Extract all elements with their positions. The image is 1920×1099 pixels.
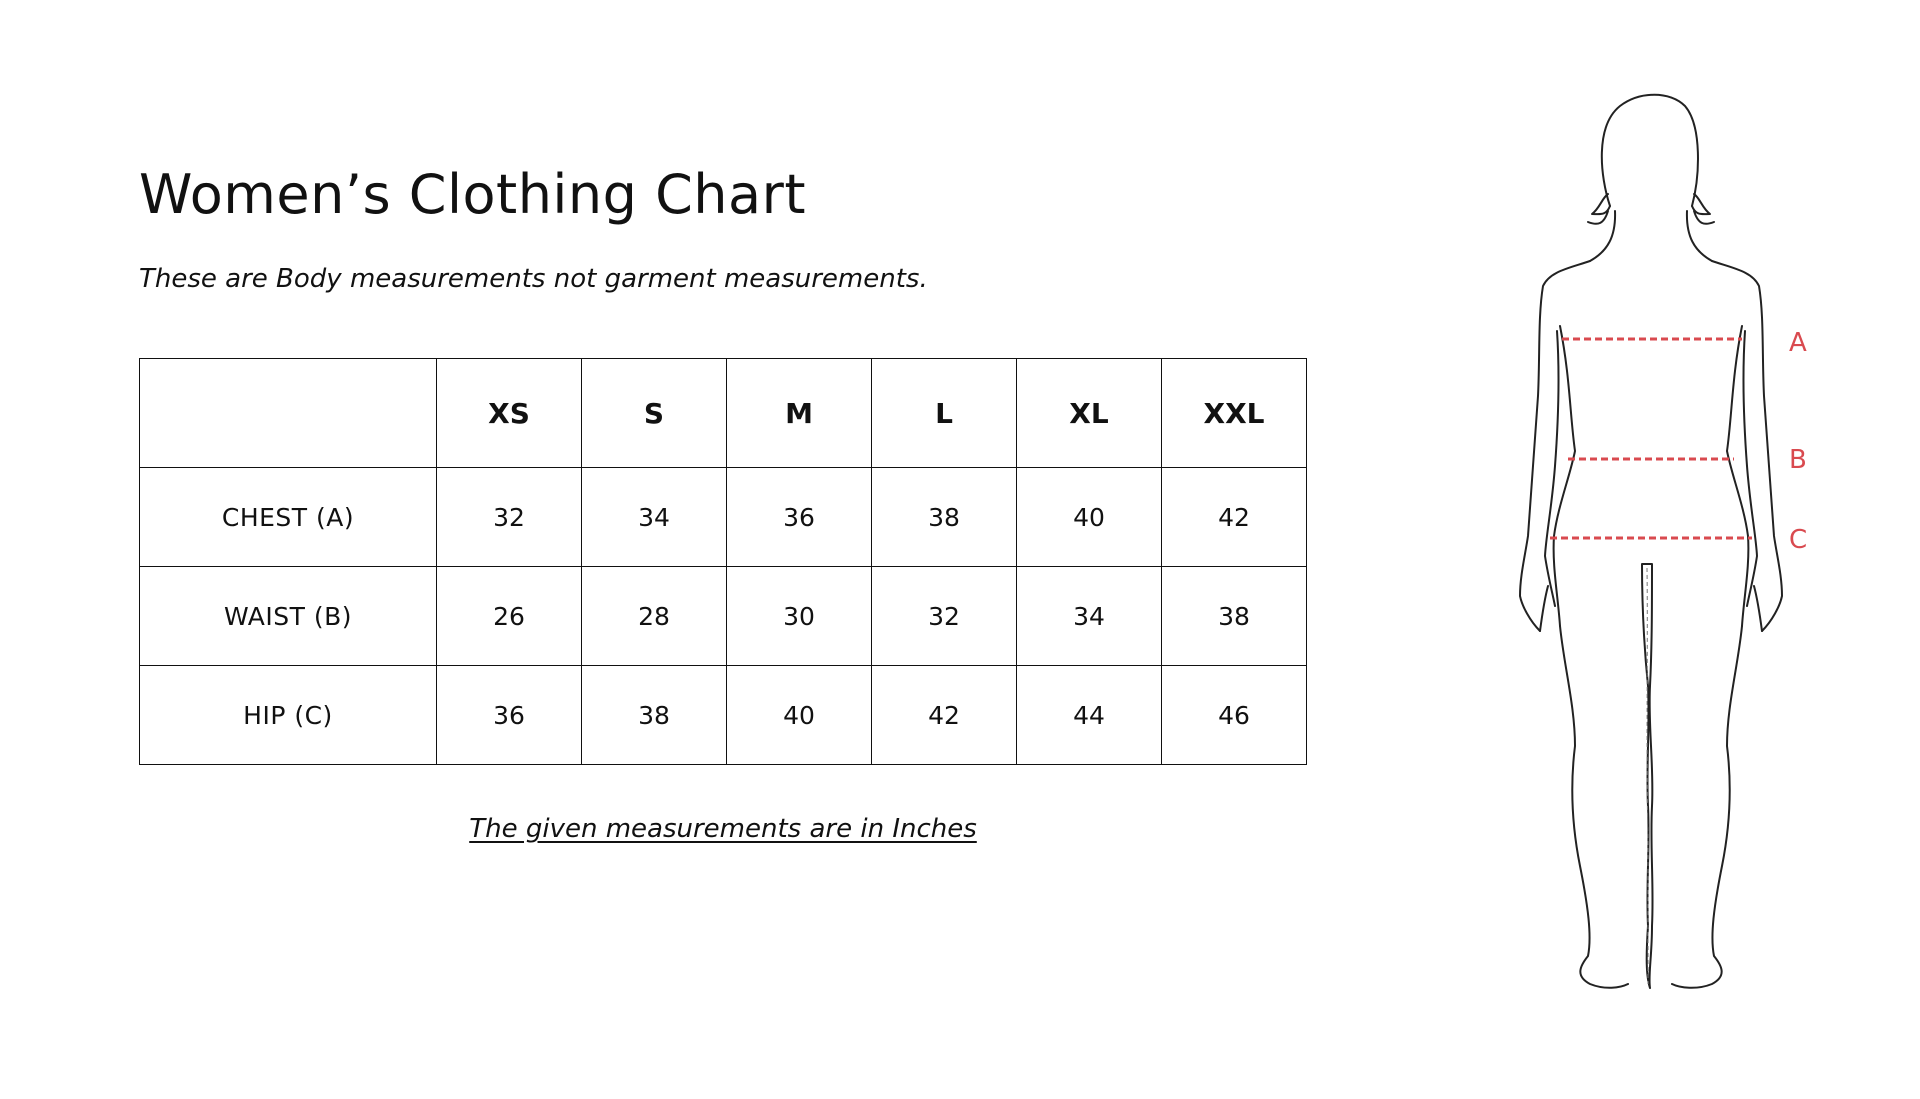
left-leg-outer: [1560, 626, 1628, 988]
neck-right: [1687, 211, 1712, 261]
row-label-waist: WAIST (B): [140, 567, 437, 666]
size-header-xxl: XXL: [1162, 359, 1307, 468]
hip-value-s: 38: [582, 666, 727, 765]
right-leg-outer: [1672, 626, 1742, 988]
body-figure-illustration: [1480, 86, 1820, 1006]
chest-marker-label: A: [1789, 328, 1807, 358]
chest-value-xs: 32: [437, 468, 582, 567]
table-row-chest: [140, 468, 1307, 567]
hip-value-m: 40: [727, 666, 872, 765]
chest-value-xxl: 42: [1162, 468, 1307, 567]
hip-marker-label: C: [1789, 525, 1808, 555]
waist-marker-label: B: [1789, 445, 1807, 475]
size-header-xl: XL: [1017, 359, 1162, 468]
table-row-waist: [140, 567, 1307, 666]
table-row-hip: [140, 666, 1307, 765]
units-note: The given measurements are in Inches: [469, 814, 977, 844]
page-subtitle: These are Body measurements not garment measurements.: [139, 264, 928, 294]
waist-value-m: 30: [727, 567, 872, 666]
waist-value-s: 28: [582, 567, 727, 666]
row-label-chest: CHEST (A): [140, 468, 437, 567]
page-title: Women’s Clothing Chart: [139, 163, 806, 226]
chest-value-s: 34: [582, 468, 727, 567]
neck-left: [1590, 211, 1615, 261]
head-outline: [1602, 95, 1698, 206]
hip-value-xxl: 46: [1162, 666, 1307, 765]
waist-value-l: 32: [872, 567, 1017, 666]
torso-left: [1554, 326, 1575, 626]
torso-right: [1727, 326, 1748, 626]
size-header-s: S: [582, 359, 727, 468]
hip-value-xs: 36: [437, 666, 582, 765]
size-header-xs: XS: [437, 359, 582, 468]
waist-value-xl: 34: [1017, 567, 1162, 666]
waist-value-xs: 26: [437, 567, 582, 666]
waist-value-xxl: 38: [1162, 567, 1307, 666]
hip-value-l: 42: [872, 666, 1017, 765]
size-header-l: L: [872, 359, 1017, 468]
hair-right: [1692, 194, 1714, 224]
hip-value-xl: 44: [1017, 666, 1162, 765]
size-header-m: M: [727, 359, 872, 468]
chest-value-l: 38: [872, 468, 1017, 567]
table-header-row: [140, 359, 1307, 468]
chest-value-xl: 40: [1017, 468, 1162, 567]
size-table: [139, 358, 1307, 765]
chest-value-m: 36: [727, 468, 872, 567]
row-label-hip: HIP (C): [140, 666, 437, 765]
table-corner-cell: [140, 359, 437, 468]
